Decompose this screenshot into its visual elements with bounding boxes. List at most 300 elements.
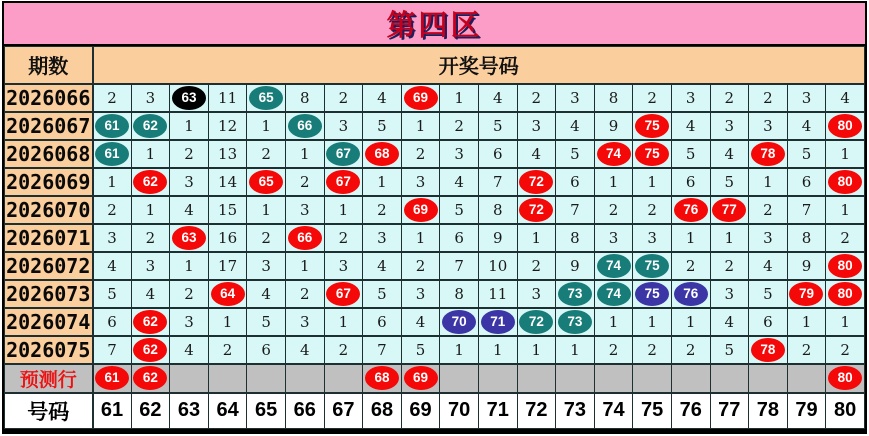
draw-cell [324,140,363,168]
miss-count-cell: 4 [556,112,595,140]
draw-cell [401,364,440,393]
miss-count-cell: 13 [208,140,247,168]
miss-count-cell: 2 [633,336,672,364]
miss-count-cell: 8 [440,280,479,308]
number-index-cell: 75 [633,393,672,429]
miss-count-cell: 1 [787,308,826,336]
miss-count-cell: 3 [285,308,324,336]
miss-count-cell: 3 [671,84,710,112]
miss-count-cell: 7 [556,196,595,224]
draw-cell [517,168,556,196]
period-label: 2026070 [5,196,93,224]
draw-cell [170,224,209,252]
draw-cell [826,252,865,280]
miss-count-cell: 1 [440,336,479,364]
draw-cell [131,336,170,364]
ball-teal: 72 [519,310,553,334]
miss-count-cell: 1 [749,168,788,196]
period-label: 2026069 [5,168,93,196]
miss-count-cell: 2 [324,224,363,252]
number-index-cell: 66 [285,393,324,429]
miss-count-cell: 3 [710,112,749,140]
miss-count-cell: 1 [208,308,247,336]
miss-count-cell: 3 [440,140,479,168]
period-label: 2026074 [5,308,93,336]
miss-count-cell: 8 [787,224,826,252]
miss-count-cell: 2 [517,84,556,112]
miss-count-cell: 17 [208,252,247,280]
table-row [5,224,865,252]
miss-count-cell: 1 [324,196,363,224]
ball-red: 79 [789,282,823,306]
miss-count-cell: 1 [247,112,286,140]
number-index-cell: 67 [324,393,363,429]
number-index-cell: 74 [594,393,633,429]
miss-count-cell: 3 [401,280,440,308]
miss-count-cell: 1 [594,168,633,196]
miss-count-cell: 4 [517,140,556,168]
draw-cell [401,196,440,224]
miss-count-cell: 3 [787,84,826,112]
ball-red: 80 [828,366,862,390]
miss-count-cell: 4 [285,336,324,364]
miss-count-cell: 1 [633,308,672,336]
miss-count-cell: 1 [671,224,710,252]
miss-count-cell: 1 [93,168,132,196]
miss-count-cell: 9 [556,252,595,280]
draw-cell [633,280,672,308]
draw-cell [93,140,132,168]
miss-count-cell: 4 [170,336,209,364]
miss-count-cell: 6 [556,168,595,196]
ball-teal: 67 [326,142,360,166]
ball-red: 75 [635,114,669,138]
table-row [5,168,865,196]
draw-cell [401,84,440,112]
draw-cell [285,112,324,140]
ball-red: 69 [404,198,438,222]
miss-count-cell: 8 [285,84,324,112]
miss-count-cell: 15 [208,196,247,224]
miss-count-cell: 4 [363,252,402,280]
miss-count-cell: 4 [710,140,749,168]
miss-count-cell: 5 [556,140,595,168]
ball-red: 80 [828,114,862,138]
ball-teal: 74 [597,282,631,306]
ball-blue: 76 [674,282,708,306]
prediction-empty-cell [247,364,286,393]
miss-count-cell: 5 [401,336,440,364]
ball-red: 68 [365,142,399,166]
miss-count-cell: 2 [208,336,247,364]
ball-red: 78 [751,338,785,362]
draw-cell [594,252,633,280]
miss-count-cell: 4 [363,84,402,112]
miss-count-cell: 6 [749,308,788,336]
prediction-empty-cell [633,364,672,393]
draw-cell [826,168,865,196]
draw-cell [247,84,286,112]
ball-black: 63 [172,86,206,110]
draw-cell [93,364,132,393]
miss-count-cell: 4 [440,168,479,196]
ball-red: 64 [211,282,245,306]
ball-red: 78 [751,142,785,166]
ball-red: 80 [828,170,862,194]
miss-count-cell: 2 [247,140,286,168]
period-label: 2026071 [5,224,93,252]
number-index-label: 号码 [5,393,93,429]
prediction-empty-cell [440,364,479,393]
draw-cell [363,140,402,168]
miss-count-cell: 5 [749,280,788,308]
draw-cell [749,140,788,168]
draw-cell [556,308,595,336]
miss-count-cell: 7 [93,336,132,364]
miss-count-cell: 3 [401,168,440,196]
table-row [5,308,865,336]
miss-count-cell: 6 [363,308,402,336]
miss-count-cell: 5 [363,280,402,308]
period-label: 2026073 [5,280,93,308]
draw-cell [826,112,865,140]
ball-red: 75 [635,142,669,166]
draw-cell [208,280,247,308]
draw-cell [633,140,672,168]
miss-count-cell: 2 [131,224,170,252]
miss-count-cell: 2 [401,252,440,280]
draw-cell [826,280,865,308]
table-row [5,336,865,364]
miss-count-cell: 2 [170,280,209,308]
miss-count-cell: 1 [710,224,749,252]
miss-count-cell: 5 [93,280,132,308]
draw-cell [170,84,209,112]
miss-count-cell: 4 [671,112,710,140]
draw-cell [517,196,556,224]
prediction-empty-cell [324,364,363,393]
miss-count-cell: 3 [594,224,633,252]
prediction-empty-cell [170,364,209,393]
miss-count-cell: 4 [401,308,440,336]
number-index-cell: 70 [440,393,479,429]
prediction-empty-cell [749,364,788,393]
draw-cell [478,308,517,336]
miss-count-cell: 2 [671,336,710,364]
miss-count-cell: 5 [440,196,479,224]
miss-count-cell: 2 [93,196,132,224]
number-index-cell: 76 [671,393,710,429]
prediction-empty-cell [517,364,556,393]
number-index-cell: 68 [363,393,402,429]
miss-count-cell: 4 [170,196,209,224]
miss-count-cell: 5 [710,336,749,364]
miss-count-cell: 3 [517,280,556,308]
miss-count-cell: 7 [363,336,402,364]
miss-count-cell: 2 [633,196,672,224]
draw-cell [787,280,826,308]
miss-count-cell: 5 [247,308,286,336]
prediction-empty-cell [594,364,633,393]
prediction-empty-cell [478,364,517,393]
period-label: 2026067 [5,112,93,140]
draw-numbers-header: 开奖号码 [93,47,865,84]
draw-cell [749,336,788,364]
miss-count-cell: 1 [633,168,672,196]
ball-red: 72 [519,198,553,222]
miss-count-cell: 3 [324,252,363,280]
miss-count-cell: 6 [440,224,479,252]
miss-count-cell: 1 [826,308,865,336]
table-row [5,252,865,280]
miss-count-cell: 2 [826,224,865,252]
draw-cell [671,196,710,224]
miss-count-cell: 9 [478,224,517,252]
miss-count-cell: 2 [594,336,633,364]
miss-count-cell: 4 [749,252,788,280]
ball-teal: 75 [635,254,669,278]
miss-count-cell: 1 [517,224,556,252]
miss-count-cell: 4 [247,280,286,308]
miss-count-cell: 3 [170,168,209,196]
miss-count-cell: 1 [556,336,595,364]
ball-teal: 74 [597,254,631,278]
miss-count-cell: 5 [787,140,826,168]
draw-cell [826,364,865,393]
number-index-cell: 72 [517,393,556,429]
draw-cell [710,196,749,224]
draw-cell [131,168,170,196]
prediction-empty-cell [787,364,826,393]
miss-count-cell: 2 [517,252,556,280]
prediction-row [5,364,865,393]
miss-count-cell: 1 [478,336,517,364]
miss-count-cell: 1 [285,252,324,280]
miss-count-cell: 3 [749,224,788,252]
period-column-header: 期数 [5,47,93,84]
miss-count-cell: 5 [710,168,749,196]
miss-count-cell: 4 [710,308,749,336]
miss-count-cell: 2 [247,224,286,252]
ball-teal: 73 [558,282,592,306]
period-label: 2026075 [5,336,93,364]
draw-cell [131,364,170,393]
draw-cell [131,308,170,336]
draw-cell [247,168,286,196]
miss-count-cell: 1 [826,196,865,224]
miss-count-cell: 1 [324,308,363,336]
miss-count-cell: 1 [285,140,324,168]
ball-red: 62 [133,170,167,194]
miss-count-cell: 2 [826,336,865,364]
ball-red: 65 [249,170,283,194]
ball-blue: 71 [481,310,515,334]
miss-count-cell: 2 [93,84,132,112]
miss-count-cell: 3 [363,224,402,252]
number-index-cell: 78 [749,393,788,429]
ball-red: 62 [133,310,167,334]
period-label: 2026068 [5,140,93,168]
number-index-cell: 77 [710,393,749,429]
miss-count-cell: 8 [556,224,595,252]
draw-cell [594,280,633,308]
ball-red: 80 [828,282,862,306]
draw-cell [633,112,672,140]
ball-teal: 66 [288,114,322,138]
miss-count-cell: 6 [787,168,826,196]
miss-count-cell: 5 [478,112,517,140]
ball-red: 63 [172,226,206,250]
number-index-cell: 69 [401,393,440,429]
draw-cell [93,112,132,140]
number-index-cell: 80 [826,393,865,429]
table-row [5,196,865,224]
miss-count-cell: 3 [131,252,170,280]
miss-count-cell: 14 [208,168,247,196]
miss-count-cell: 5 [671,140,710,168]
prediction-empty-cell [671,364,710,393]
miss-count-cell: 1 [440,84,479,112]
miss-count-cell: 7 [440,252,479,280]
period-label: 2026072 [5,252,93,280]
miss-count-cell: 3 [556,84,595,112]
miss-count-cell: 1 [594,308,633,336]
ball-red: 69 [404,86,438,110]
miss-count-cell: 1 [363,168,402,196]
miss-count-cell: 3 [324,112,363,140]
miss-count-cell: 4 [826,84,865,112]
draw-cell [440,308,479,336]
number-index-cell: 65 [247,393,286,429]
ball-teal: 65 [249,86,283,110]
trend-table [4,46,865,429]
miss-count-cell: 3 [247,252,286,280]
lottery-trend-chart [2,1,867,434]
miss-count-cell: 3 [633,224,672,252]
miss-count-cell: 2 [440,112,479,140]
ball-red: 80 [828,254,862,278]
miss-count-cell: 2 [710,84,749,112]
number-index-cell: 71 [478,393,517,429]
miss-count-cell: 4 [478,84,517,112]
miss-count-cell: 8 [594,84,633,112]
miss-count-cell: 2 [401,140,440,168]
miss-count-cell: 2 [633,84,672,112]
miss-count-cell: 16 [208,224,247,252]
miss-count-cell: 1 [247,196,286,224]
draw-cell [594,140,633,168]
ball-red: 76 [674,198,708,222]
miss-count-cell: 1 [401,224,440,252]
miss-count-cell: 9 [787,252,826,280]
miss-count-cell: 10 [478,252,517,280]
ball-red: 62 [133,366,167,390]
miss-count-cell: 12 [208,112,247,140]
miss-count-cell: 7 [478,168,517,196]
ball-red: 67 [326,282,360,306]
miss-count-cell: 1 [131,196,170,224]
ball-blue: 70 [442,310,476,334]
prediction-empty-cell [556,364,595,393]
prediction-empty-cell [208,364,247,393]
table-row [5,280,865,308]
draw-cell [363,364,402,393]
draw-cell [131,112,170,140]
miss-count-cell: 2 [363,196,402,224]
miss-count-cell: 3 [710,280,749,308]
ball-red: 67 [326,170,360,194]
number-index-cell: 63 [170,393,209,429]
number-index-cell: 61 [93,393,132,429]
miss-count-cell: 9 [594,112,633,140]
ball-teal: 61 [95,142,129,166]
miss-count-cell: 11 [208,84,247,112]
miss-count-cell: 8 [478,196,517,224]
prediction-empty-cell [710,364,749,393]
table-header-row [5,47,865,84]
miss-count-cell: 2 [285,168,324,196]
miss-count-cell: 2 [324,336,363,364]
ball-red: 69 [404,366,438,390]
draw-cell [633,252,672,280]
draw-cell [556,280,595,308]
draw-cell [671,280,710,308]
miss-count-cell: 3 [285,196,324,224]
miss-count-cell: 4 [93,252,132,280]
ball-red: 77 [712,198,746,222]
ball-red: 61 [95,366,129,390]
draw-cell [285,224,324,252]
miss-count-cell: 2 [749,84,788,112]
miss-count-cell: 3 [749,112,788,140]
draw-cell [324,168,363,196]
draw-cell [324,280,363,308]
miss-count-cell: 6 [93,308,132,336]
miss-count-cell: 2 [787,336,826,364]
miss-count-cell: 6 [247,336,286,364]
miss-count-cell: 2 [170,140,209,168]
miss-count-cell: 5 [363,112,402,140]
miss-count-cell: 2 [671,252,710,280]
miss-count-cell: 1 [170,252,209,280]
ball-red: 68 [365,366,399,390]
ball-teal: 62 [133,114,167,138]
table-row [5,112,865,140]
miss-count-cell: 2 [710,252,749,280]
number-index-cell: 64 [208,393,247,429]
period-label: 2026066 [5,84,93,112]
miss-count-cell: 1 [401,112,440,140]
ball-red: 62 [133,338,167,362]
miss-count-cell: 7 [787,196,826,224]
miss-count-cell: 6 [671,168,710,196]
miss-count-cell: 2 [285,280,324,308]
miss-count-cell: 2 [594,196,633,224]
miss-count-cell: 4 [787,112,826,140]
miss-count-cell: 1 [671,308,710,336]
number-index-cell: 62 [131,393,170,429]
ball-blue: 75 [635,282,669,306]
chart-title: 第四区 [4,3,865,46]
ball-red: 72 [519,170,553,194]
table-row [5,84,865,112]
miss-count-cell: 1 [517,336,556,364]
miss-count-cell: 2 [324,84,363,112]
miss-count-cell: 1 [131,140,170,168]
number-index-cell: 73 [556,393,595,429]
miss-count-cell: 6 [478,140,517,168]
ball-teal: 61 [95,114,129,138]
